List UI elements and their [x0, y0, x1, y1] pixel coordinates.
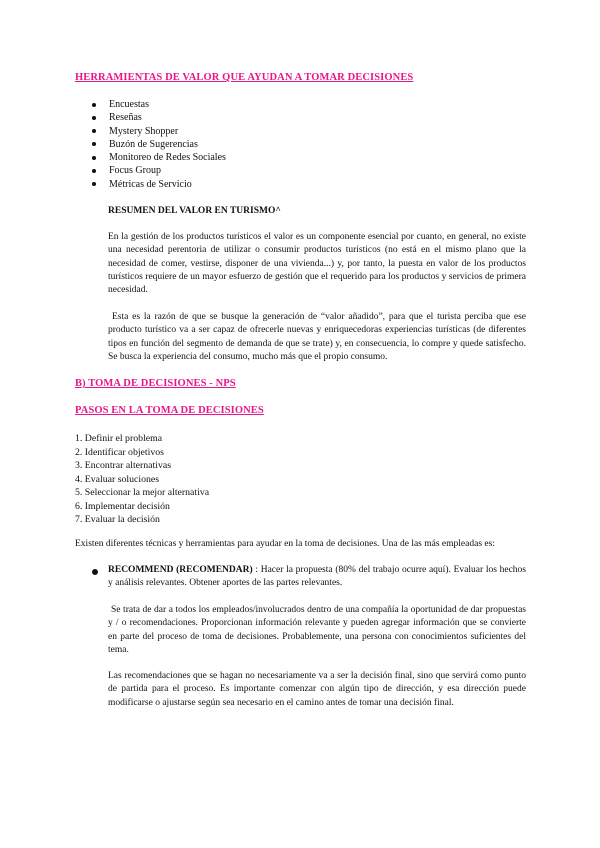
list-item: Métricas de Servicio: [92, 178, 226, 191]
list-item: 6. Implementar decisión: [75, 500, 170, 512]
list-item: Monitoreo de Redes Sociales: [92, 151, 226, 164]
list-item: Focus Group: [92, 164, 226, 177]
list-item: Reseñas: [92, 111, 226, 124]
list-item: 1. Definir el problema: [75, 433, 163, 444]
recommend-title: RECOMMEND (RECOMENDAR): [108, 565, 253, 575]
recommend-text: : Hacer la propuesta (80% del trabajo ocurre aquí). Evaluar los hechos y análisis relevantes. Obtener aportes de las partes relevantes.: [108, 565, 526, 589]
section-heading-tools: HERRAMIENTAS DE VALOR QUE AYUDAN A TOMAR DECISIONES: [75, 72, 414, 83]
involvement-paragraph: Se trata de dar a todos los empleados/involucrados dentro de una compañía la oportunidad de dar propuestas y / o recomendaciones. Proporcionan información relevante y pueden agregar información que se convierte en parte del proceso de toma de decisiones. Probablemente, una persona con conocimientos suficientes del tema.: [108, 605, 526, 655]
list-item: 3. Encontrar alternativas: [75, 460, 172, 471]
summary-paragraph-1: En la gestión de los productos turísticos el valor es un componente esencial por cuanto, en general, no existe una necesidad perentoria de utilizar o consumir productos turísticos (no está en el mismo plano que la necesidad de comer, vestirse, disponer de una vivienda...) y, por tanto, la puesta en valor de los productos turísticos requiere de un mayor esfuerzo de gestión que el requerido para los productos y servicios de primera necesidad.: [108, 232, 526, 296]
bullet-dot: [92, 569, 98, 575]
list-item: Encuestas: [92, 98, 226, 111]
tools-list: [92, 98, 226, 191]
list-item: Mystery Shopper: [92, 125, 226, 138]
list-item: 5. Seleccionar la mejor alternativa: [75, 487, 210, 498]
summary-title: RESUMEN DEL VALOR EN TURISMO^: [108, 206, 281, 216]
techniques-intro: Existen diferentes técnicas y herramientas para ayudar en la toma de decisiones. Una de las más empleadas es:: [75, 539, 495, 549]
section-heading-steps: PASOS EN LA TOMA DE DECISIONES: [75, 405, 264, 416]
recommend-paragraph: [108, 564, 526, 591]
list-item: 7. Evaluar la decisión: [75, 514, 160, 525]
list-item: 4. Evaluar soluciones: [75, 473, 160, 485]
list-item: 2. Identificar objetivos: [75, 446, 164, 458]
summary-paragraph-2: Esta es la razón de que se busque la generación de “valor añadido”, para que el turista perciba que ese producto turístico va a ser capaz de ofrecerle nuevas y enriquecedoras experiencias turísticas (de diferentes tipos en función del segmento de demanda de que se trate) y, en consecuencia, lo compre y quede satisfecho. Se busca la experiencia del consumo, mucho más que el propio consumo.: [108, 312, 526, 362]
list-item: Buzón de Sugerencias: [92, 138, 226, 151]
steps-list: [75, 432, 209, 527]
section-heading-nps: B) TOMA DE DECISIONES - NPS: [75, 378, 236, 389]
recommendations-paragraph: Las recomendaciones que se hagan no necesariamente va a ser la decisión final, sino que servirá como punto de partida para el proceso. Es importante comenzar con algún tipo de dirección, y esa dirección puede modificarse o ajustarse según sea necesario en el camino antes de tomar una decisión final.: [108, 671, 526, 708]
